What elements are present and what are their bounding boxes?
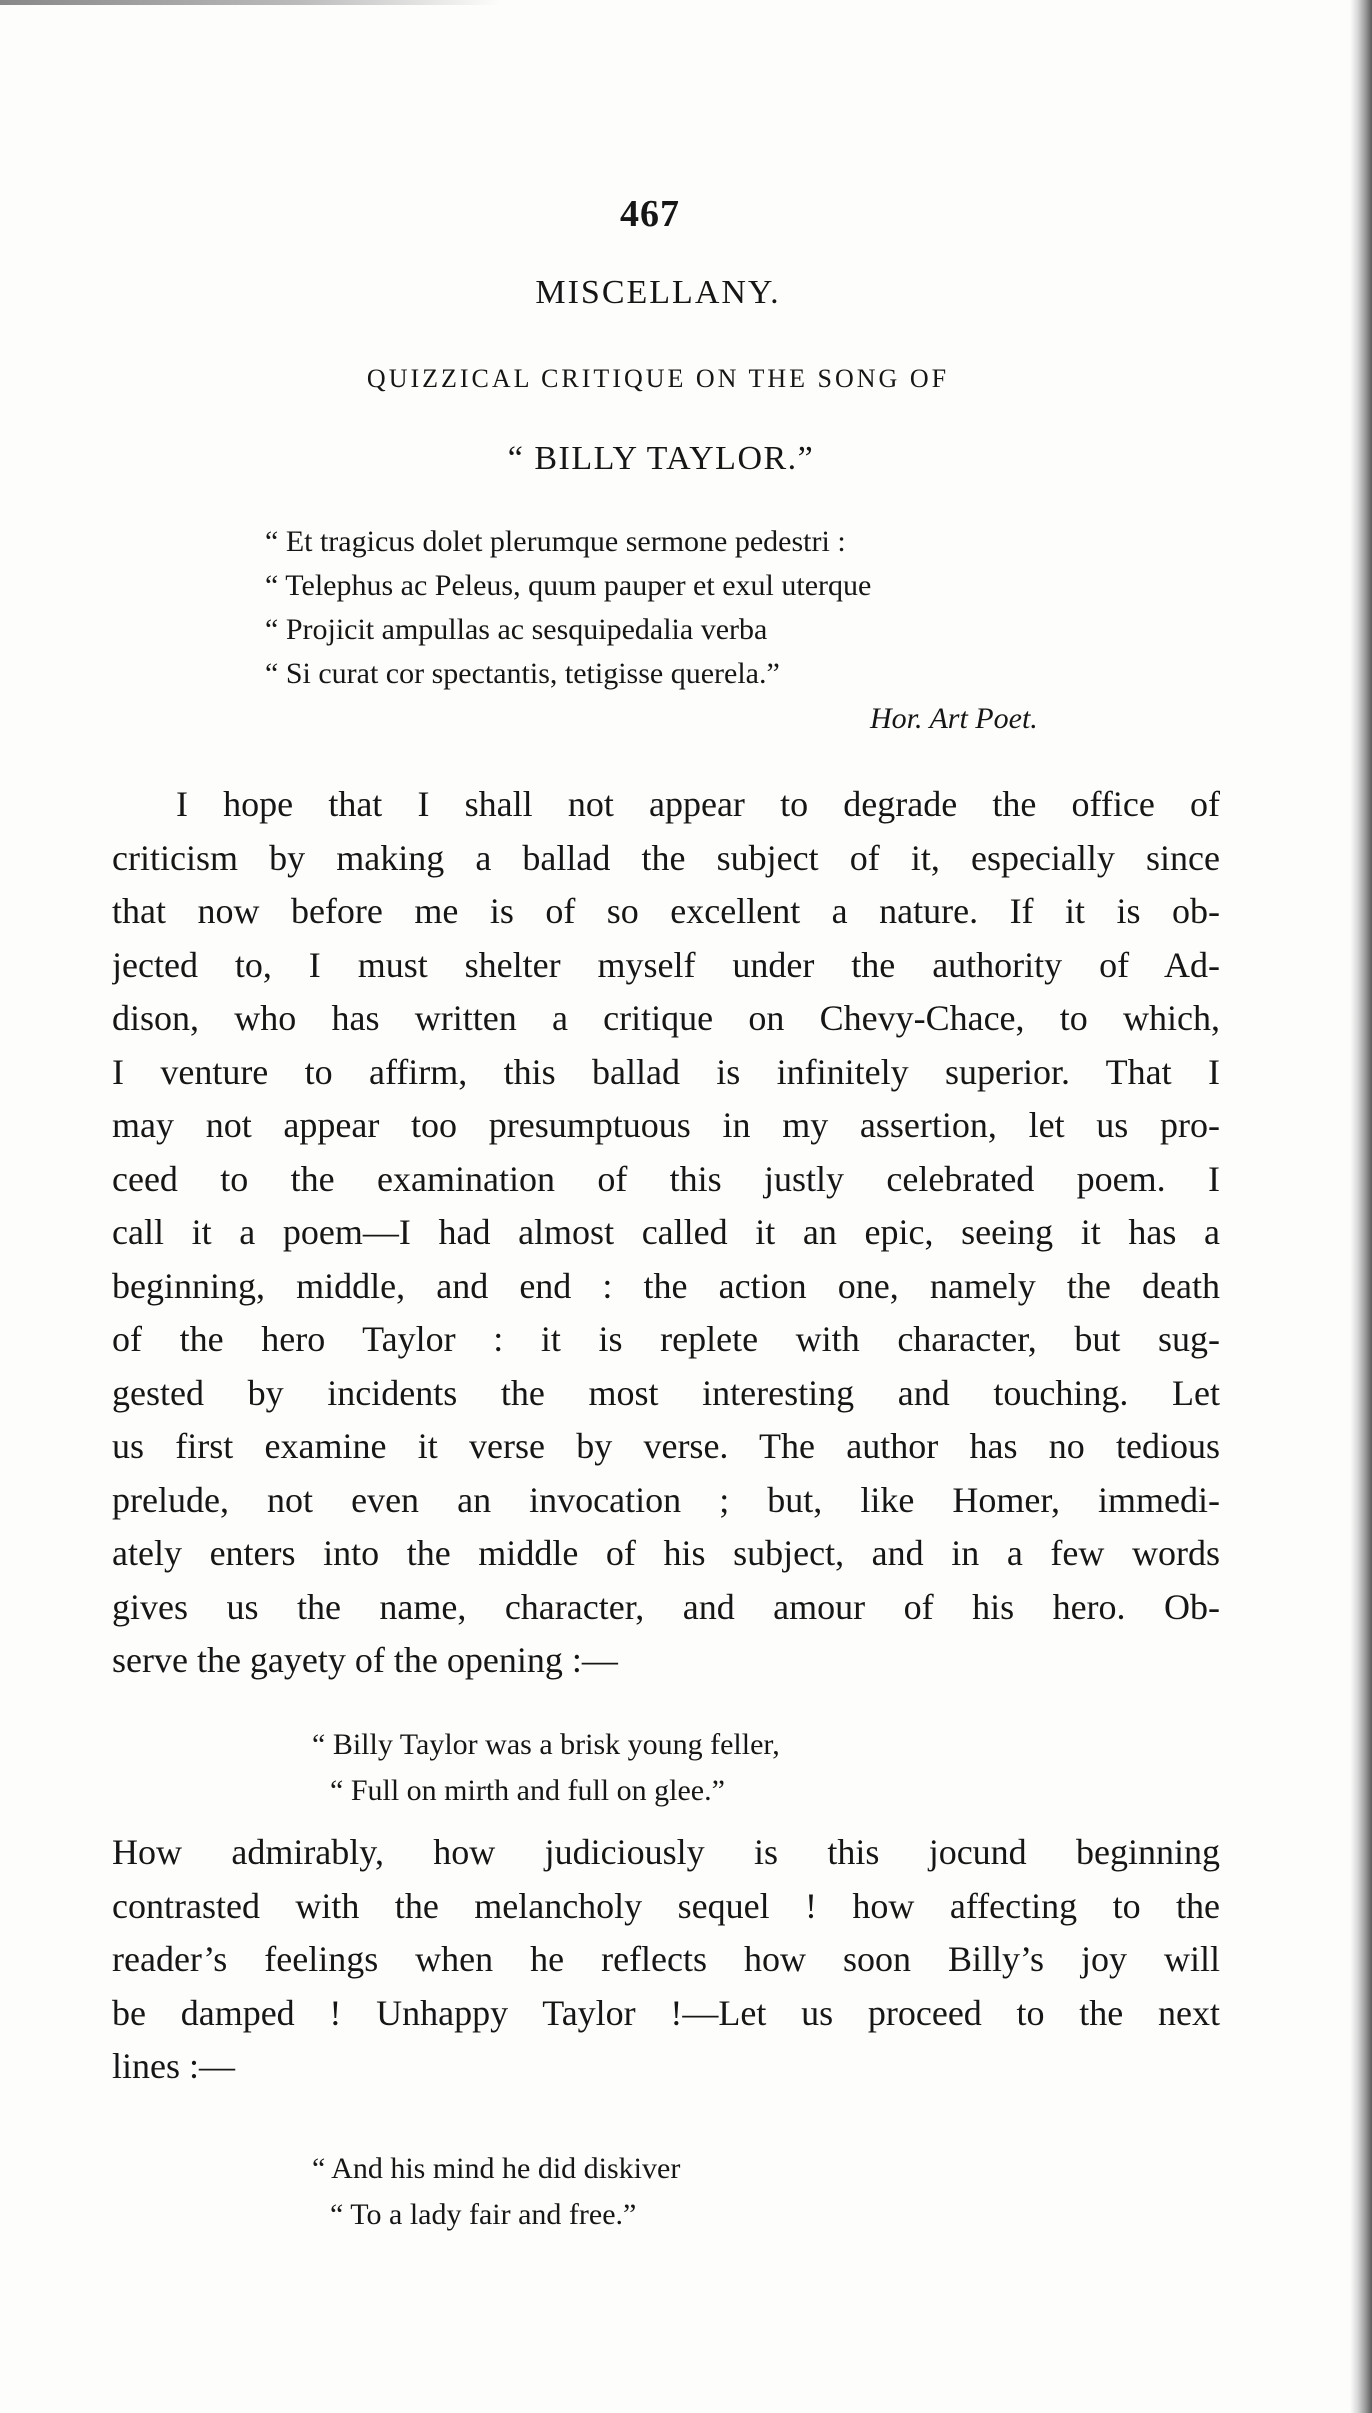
verse-line: “ Billy Taylor was a brisk young feller, — [312, 1728, 780, 1761]
body-paragraph-2 — [112, 1826, 1220, 2094]
page-edge-shadow — [1350, 0, 1372, 2413]
page-number: 467 — [620, 193, 680, 235]
epigraph-line: “ Et tragicus dolet plerumque sermone pedestri : — [265, 525, 846, 558]
epigraph-line: “ Si curat cor spectantis, tetigisse querela.” — [265, 657, 780, 690]
verse-line: “ And his mind he did diskiver — [312, 2152, 681, 2185]
epigraph-line: “ Telephus ac Peleus, quum pauper et exul uterque — [265, 569, 872, 602]
text-line: prelude, not even an invocation ; but, like Homer, immedi- — [112, 1479, 1220, 1520]
verse-quote-2 — [312, 2146, 680, 2238]
text-line: beginning, middle, and end : the action one, namely the death — [112, 1265, 1220, 1306]
text-line: contrasted with the melancholy sequel ! how affecting to the — [112, 1885, 1220, 1926]
text-line: us first examine it verse by verse. The author has no tedious — [112, 1426, 1220, 1466]
top-edge-rule — [0, 0, 500, 5]
body-paragraph-1 — [112, 778, 1220, 1688]
epigraph-attribution: Hor. Art Poet. — [870, 702, 1038, 735]
text-line: jected to, I must shelter myself under the authority of Ad- — [112, 944, 1220, 985]
text-line: call it a poem—I had almost called it an epic, seeing it has a — [112, 1212, 1220, 1252]
verse-line: “ To a lady fair and free.” — [330, 2198, 637, 2231]
text-line: gives us the name, character, and amour of his hero. Ob- — [112, 1586, 1220, 1627]
verse-quote-1 — [312, 1722, 780, 1814]
text-line: How admirably, how judiciously is this jocund beginning — [112, 1832, 1220, 1872]
text-line: ately enters into the middle of his subject, and in a few words — [112, 1533, 1220, 1573]
song-title: “ BILLY TAYLOR.” — [507, 440, 815, 477]
text-line: reader’s feelings when he reflects how soon Billy’s joy will — [112, 1939, 1220, 1979]
text-line: serve the gayety of the opening :— — [112, 1640, 618, 1680]
article-subtitle: QUIZZICAL CRITIQUE ON THE SONG OF — [366, 364, 950, 393]
text-line: dison, who has written a critique on Chevy-Chace, to which, — [112, 998, 1220, 1038]
text-line: gested by incidents the most interesting and touching. Let — [112, 1372, 1220, 1413]
text-line: I hope that I shall not appear to degrade the office of — [176, 784, 1220, 824]
epigraph-line: “ Projicit ampullas ac sesquipedalia verba — [265, 613, 768, 646]
text-line: criticism by making a ballad the subject of it, especially since — [112, 837, 1220, 878]
epigraph — [265, 520, 1145, 696]
text-line: I venture to affirm, this ballad is infinitely superior. That I — [112, 1051, 1220, 1092]
verse-line: “ Full on mirth and full on glee.” — [330, 1774, 725, 1807]
text-line: be damped ! Unhappy Taylor !—Let us proceed to the next — [112, 1992, 1220, 2033]
text-line: ceed to the examination of this justly celebrated poem. I — [112, 1158, 1220, 1199]
text-line: lines :— — [112, 2046, 235, 2086]
text-line: of the hero Taylor : it is replete with character, but sug- — [112, 1319, 1220, 1359]
section-title: MISCELLANY. — [535, 274, 781, 311]
text-line: that now before me is of so excellent a nature. If it is ob- — [112, 891, 1220, 931]
text-line: may not appear too presumptuous in my assertion, let us pro- — [112, 1105, 1220, 1145]
